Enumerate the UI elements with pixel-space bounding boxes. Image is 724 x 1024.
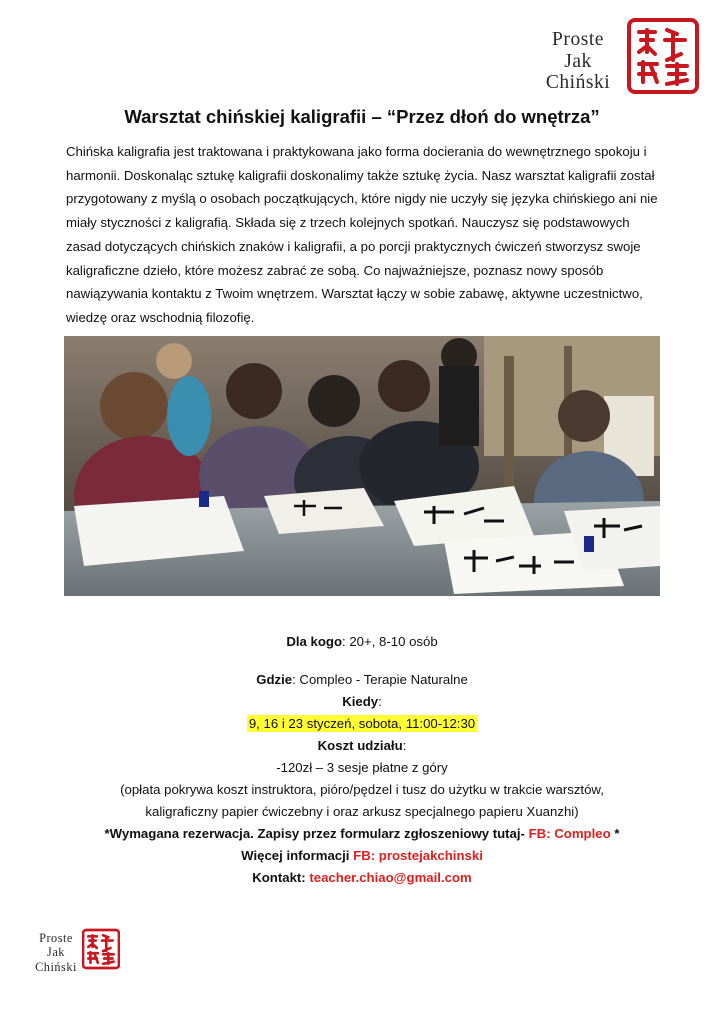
audience-value: : 20+, 8-10 osób <box>342 634 438 649</box>
more-info-row <box>0 848 724 863</box>
reservation-row <box>0 826 724 841</box>
cost-label-row <box>0 738 724 753</box>
intro-paragraph: Chińska kaligrafia jest traktowana i praktykowana jako forma docierania do wewnętrznego spokoju i harmonii. Doskonaląc sztukę kaligrafii doskonalimy także sztukę życia. Nasz warsztat kaligrafii został przygotowany z myślą o osobach początkujących, które nigdy nie uczyły się języka chińskiego ani nie miały styczności z kaligrafią. Składa się z trzech kolejnych spotkań. Nauczysz się podstawowych zasad dotyczących chińskich znaków i kaligrafii, a po porcji praktycznych ćwiczeń stworzysz swoje kaligraficzne dzieło, które możesz zabrać ze sobą. Co najważniejsze, poznasz nowy sposób nawiązywania kontaktu z Twoim wnętrzem. Warsztat łączy w sobie zabawę, aktywne uczestnictwo, wiedzę oraz wschodnią filozofię. <box>66 144 658 325</box>
cost-note-row-1 <box>0 782 724 797</box>
reservation-link[interactable]: FB: Compleo <box>528 826 611 841</box>
date-colon: : <box>378 694 382 709</box>
date-label: Kiedy <box>342 694 379 709</box>
logo-line-3: Chiński <box>545 72 611 94</box>
location-row <box>0 672 724 687</box>
contact-email-link[interactable]: teacher.chiao@gmail.com <box>309 870 472 885</box>
location-label: Gdzie <box>256 672 293 687</box>
audience-row <box>0 634 724 649</box>
logo-line-1: Proste <box>552 29 604 50</box>
contact-row <box>0 870 724 885</box>
footer-logo-line-2: Jak <box>47 945 65 960</box>
contact-label: Kontakt: <box>252 870 310 885</box>
cost-note-2: kaligraficzny papier ćwiczebny i oraz arkusz specjalnego papieru Xuanzhi) <box>145 804 579 819</box>
page-title: Warsztat chińskiej kaligrafii – “Przez dłoń do wnętrza” <box>124 106 600 127</box>
location-value: : Compleo - Terapie Naturalne <box>292 672 468 687</box>
cost-note-row-2 <box>0 804 724 819</box>
reservation-text: *Wymagana rezerwacja. Zapisy przez formularz zgłoszeniowy tutaj- <box>104 826 529 841</box>
logo-wordmark <box>537 30 619 95</box>
footer-logo-line-1: Proste <box>39 931 73 945</box>
more-info-label: Więcej informacji <box>241 848 354 863</box>
chinese-seal-icon <box>627 18 699 94</box>
cost-colon: : <box>402 738 407 753</box>
header-logo <box>537 16 699 96</box>
date-row <box>0 716 724 731</box>
cost-label: Koszt udziału <box>317 738 403 753</box>
date-label-row <box>0 694 724 709</box>
cost-value: -120zł – 3 sesje płatne z góry <box>276 760 448 775</box>
cost-row <box>0 760 724 775</box>
workshop-photo <box>64 336 660 596</box>
footer-logo <box>34 926 122 974</box>
footer-logo-wordmark <box>34 932 78 975</box>
more-info-link[interactable]: FB: prostejakchinski <box>353 848 483 863</box>
date-value: 9, 16 i 23 styczeń, sobota, 11:00-12:30 <box>248 716 476 731</box>
reservation-end: * <box>610 826 620 841</box>
cost-note-1: (opłata pokrywa koszt instruktora, pióro/pędzel i tusz do użytku w trakcie warsztów, <box>120 782 604 797</box>
audience-label: Dla kogo <box>286 634 342 649</box>
footer-seal-icon <box>82 928 120 970</box>
logo-line-2: Jak <box>564 50 592 72</box>
footer-logo-line-3: Chiński <box>35 959 77 974</box>
